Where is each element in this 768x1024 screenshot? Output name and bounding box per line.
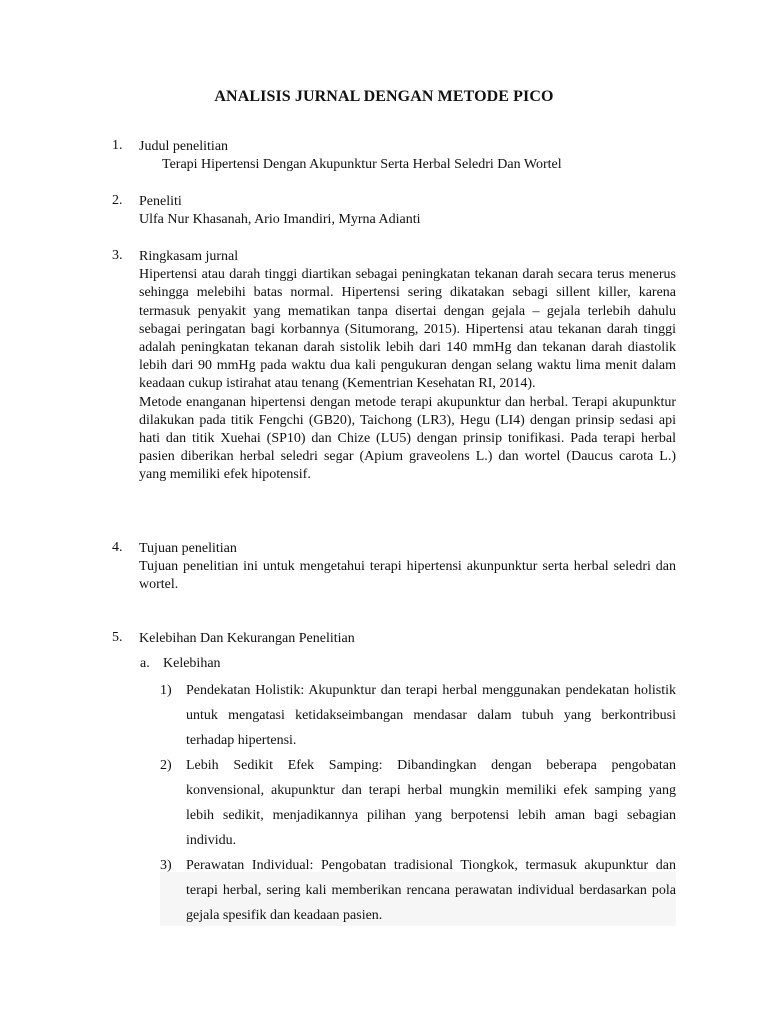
list-item-text: Perawatan Individual: Pengobatan tradisional Tiongkok, termasuk akupunktur dan terapi herbal, sering kali memberikan rencana perawatan individual berdasarkan pola gejala spesifik dan keadaan pasien.	[186, 858, 676, 923]
section-tujuan	[112, 540, 676, 595]
subsection-marker: a.	[140, 656, 150, 671]
section-judul	[112, 138, 676, 174]
section-number: 5.	[112, 630, 123, 645]
section-number: 4.	[112, 540, 123, 555]
list-item-text: Pendekatan Holistik: Akupunktur dan terapi herbal menggunakan pendekatan holistik untuk mengatasi ketidakseimbangan mendasar dalam tubuh yang berkontribusi terhadap hipertensi.	[186, 683, 676, 748]
list-item-text: Lebih Sedikit Efek Samping: Dibandingkan dengan beberapa pengobatan konvensional, akupunktur dan terapi herbal mungkin memiliki efek samping yang lebih sedikit, menjadikannya pilihan yang berpotensi lebih aman bagi sebagian individu.	[186, 758, 676, 848]
section-kelebihan-kekurangan	[112, 630, 676, 648]
list-item	[160, 753, 676, 853]
list-item-number: 2)	[160, 758, 172, 773]
section-heading: Tujuan penelitian	[139, 541, 237, 556]
section-peneliti	[112, 193, 676, 229]
list-item-number: 3)	[160, 858, 172, 873]
list-item-number: 1)	[160, 683, 172, 698]
document-title: ANALISIS JURNAL DENGAN METODE PICO	[214, 88, 554, 105]
section-heading: Judul penelitian	[139, 139, 229, 154]
section-number: 3.	[112, 248, 123, 263]
section-number: 1.	[112, 138, 123, 153]
section-heading: Peneliti	[139, 194, 182, 209]
list-item	[160, 853, 676, 928]
section-heading: Kelebihan Dan Kekurangan Penelitian	[139, 631, 355, 646]
section-number: 2.	[112, 193, 123, 208]
section-heading: Ringkasam jurnal	[139, 249, 239, 264]
section-content: Tujuan penelitian ini untuk mengetahui terapi hipertensi akunpunktur serta herbal seledri dan wortel.	[139, 559, 676, 593]
list-item	[160, 678, 676, 753]
section-content: Terapi Hipertensi Dengan Akupunktur Serta Herbal Seledri Dan Wortel	[162, 157, 562, 173]
section-content: Ulfa Nur Khasanah, Ario Imandiri, Myrna Adianti	[139, 212, 421, 228]
subsection-label: Kelebihan	[163, 656, 221, 671]
summary-paragraph-2: Metode enanganan hipertensi dengan metode terapi akupunktur dan herbal. Terapi akupunktur dilakukan pada titik Fengchi (GB20), Taichong (LR3), Hegu (LI4) dengan prinsip sedasi api hati dan titik Xuehai (SP10) dan Chize (LU5) dengan prinsip tonifikasi. Pada terapi herbal pasien diberikan herbal seledri segar (Apium graveolens L.) dan wortel (Daucus carota L.) yang memiliki efek hipotensif.	[139, 394, 676, 483]
subsection-kelebihan	[140, 656, 676, 672]
section-ringkasan	[112, 248, 676, 485]
summary-paragraph-1: Hipertensi atau darah tinggi diartikan sebagai peningkatan tekanan darah secara terus menerus sehingga melebihi batas normal. Hipertensi sering dikatakan sebagi sillent killer, karena termasuk penyakit yang mematikan tanpa disertai dengan gejala – gejala terlebih dahulu sebagai peringatan bagi korbannya (Situmorang, 2015). Hipertensi atau tekanan darah tinggi adalah peningkatan tekanan darah sistolik lebih dari 140 mmHg dan tekanan darah diastolik lebih dari 90 mmHg pada waktu dua kali pengukuran dengan selang waktu lima menit dalam keadaan cukup istirahat atau tenang (Kementrian Kesehatan RI, 2014).	[139, 267, 676, 392]
